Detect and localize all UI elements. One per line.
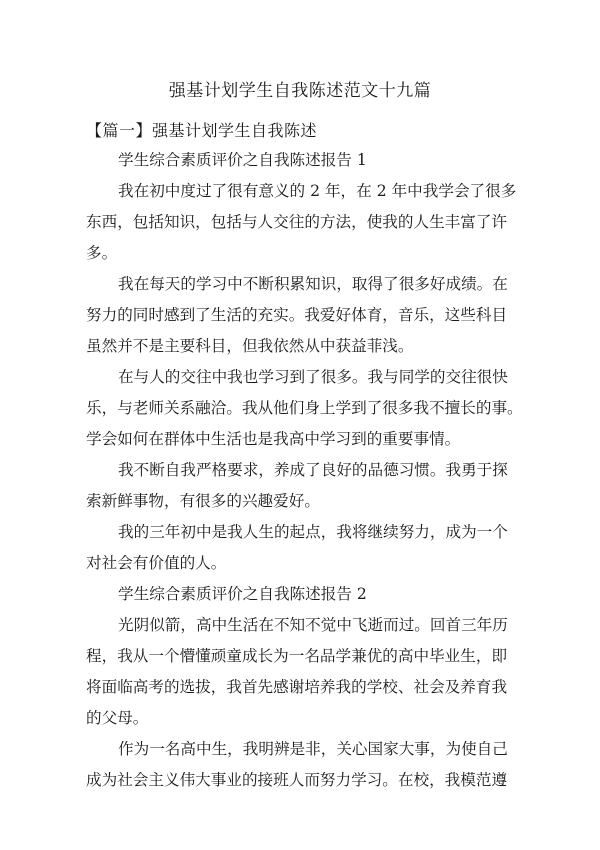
paragraph-line: 我不断自我严格要求，养成了良好的品德习惯。我勇于探 (118, 461, 508, 479)
paragraph-line: 多。 (86, 244, 118, 262)
paragraph-line: 对社会有价值的人。 (86, 554, 227, 572)
paragraph-line: 我在初中度过了很有意义的 2 年，在 2 年中我学会了很多 (118, 182, 517, 200)
paragraph-line: 东西，包括知识，包括与人交往的方法，使我的人生丰富了许 (86, 213, 508, 231)
subheading-report-1: 学生综合素质评价之自我陈述报告 1 (118, 151, 367, 169)
paragraph-line: 虽然并不是主要科目，但我依然从中获益菲浅。 (86, 337, 414, 355)
paragraph-line: 作为一名高中生，我明辨是非，关心国家大事，为使自己 (118, 740, 508, 758)
paragraph-line: 索新鲜事物，有很多的兴趣爱好。 (86, 492, 320, 510)
paragraph-line: 乐，与老师关系融洽。我从他们身上学到了很多我不擅长的事。 (86, 399, 523, 417)
document-title: 强基计划学生自我陈述范文十九篇 (168, 81, 432, 101)
paragraph-line: 我的三年初中是我人生的起点，我将继续努力，成为一个 (118, 523, 508, 541)
paragraph-line: 光阴似箭，高中生活在不知不觉中飞逝而过。回首三年历 (118, 616, 508, 634)
paragraph-line: 我在每天的学习中不断积累知识，取得了很多好成绩。在 (118, 275, 508, 293)
paragraph-line: 将面临高考的选拔，我首先感谢培养我的学校、社会及养育我 (86, 678, 508, 696)
paragraph-line: 成为社会主义伟大事业的接班人而努力学习。在校，我模范遵 (86, 771, 508, 789)
paragraph-line: 的父母。 (86, 709, 149, 727)
paragraph-line: 努力的同时感到了生活的充实。我爱好体育，音乐，这些科目 (86, 306, 508, 324)
paragraph-line: 程，我从一个懵懂顽童成长为一名品学兼优的高中毕业生，即 (86, 647, 508, 665)
paragraph-line: 在与人的交往中我也学习到了很多。我与同学的交往很快 (118, 368, 508, 386)
section-heading: 【篇一】强基计划学生自我陈述 (86, 121, 318, 140)
subheading-report-2: 学生综合素质评价之自我陈述报告 2 (118, 585, 367, 603)
paragraph-line: 学会如何在群体中生活也是我高中学习到的重要事情。 (86, 430, 461, 448)
